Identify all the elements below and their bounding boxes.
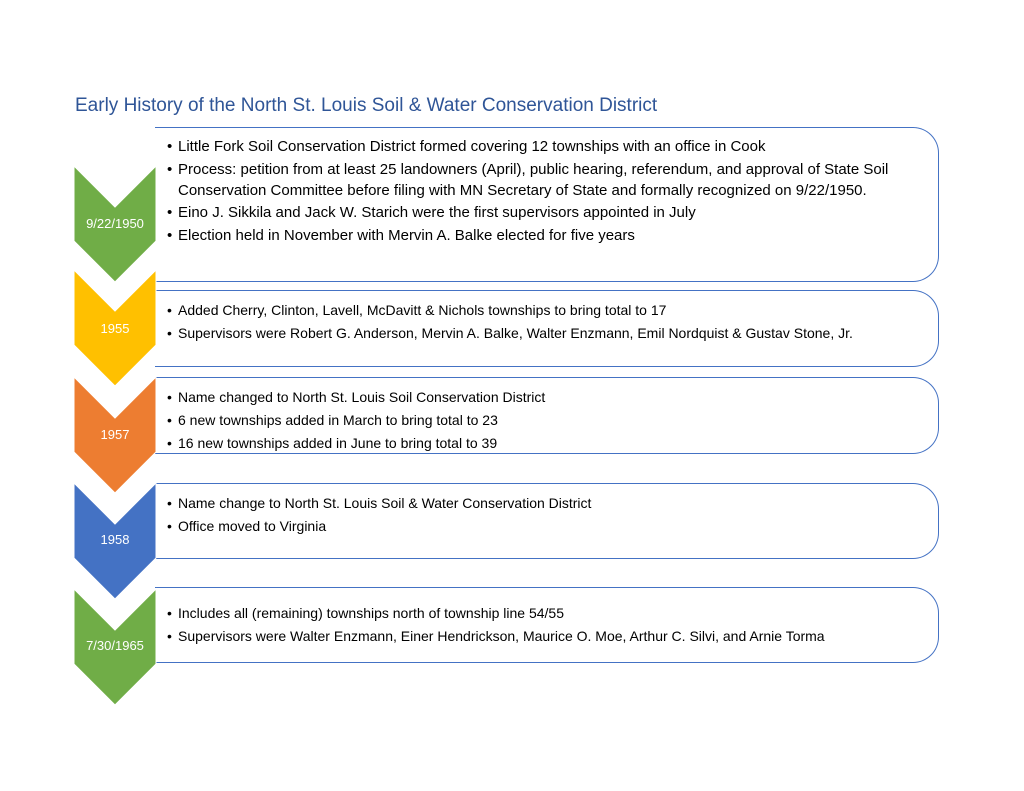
list-item: • Office moved to Virginia [167, 515, 928, 537]
bullet-list [167, 602, 928, 648]
list-item: • Election held in November with Mervin A. Balke elected for five years [167, 225, 928, 247]
list-item: • 6 new townships added in March to bring total to 23 [167, 409, 928, 431]
timeline-box-1955 [155, 290, 939, 367]
bullet-list [167, 136, 928, 248]
chevron-1958 [74, 483, 156, 599]
bullet-list [167, 386, 928, 455]
list-item: • Includes all (remaining) townships north of township line 54/55 [167, 602, 928, 624]
list-item: • Name change to North St. Louis Soil & Water Conservation District [167, 492, 928, 514]
timeline-date: 7/30/1965 [86, 638, 144, 653]
list-item: • Process: petition from at least 25 landowners (April), public hearing, referendum, and approval of State Soil Conservation Committee before filing with MN Secretary of State and formally recognized on 9/22/1950. [167, 159, 928, 201]
bullet-list [167, 492, 928, 538]
chevron-1950 [74, 166, 156, 282]
list-item: • 16 new townships added in June to bring total to 39 [167, 432, 928, 454]
list-item: • Supervisors were Walter Enzmann, Einer Hendrickson, Maurice O. Moe, Arthur C. Silvi, and Arnie Torma [167, 625, 928, 647]
list-item: • Little Fork Soil Conservation District formed covering 12 townships with an office in Cook [167, 136, 928, 158]
list-item: • Supervisors were Robert G. Anderson, Mervin A. Balke, Walter Enzmann, Emil Nordquist & Gustav Stone, Jr. [167, 322, 928, 344]
timeline-box-1965 [155, 587, 939, 663]
timeline-box-1950 [155, 127, 939, 282]
timeline-date: 1957 [100, 427, 130, 442]
chevron-1965 [74, 589, 156, 705]
list-item: • Eino J. Sikkila and Jack W. Starich were the first supervisors appointed in July [167, 202, 928, 224]
timeline-box-1957 [155, 377, 939, 454]
list-item: • Added Cherry, Clinton, Lavell, McDavitt & Nichols townships to bring total to 17 [167, 299, 928, 321]
timeline-date: 1958 [100, 532, 130, 547]
chevron-1957 [74, 377, 156, 493]
page-title: Early History of the North St. Louis Soil & Water Conservation District [75, 95, 658, 116]
list-item: • Name changed to North St. Louis Soil Conservation District [167, 386, 928, 408]
timeline-box-1958 [155, 483, 939, 559]
timeline-date: 9/22/1950 [86, 216, 144, 231]
bullet-list [167, 299, 928, 345]
chevron-1955 [74, 270, 156, 386]
timeline-date: 1955 [100, 321, 130, 336]
